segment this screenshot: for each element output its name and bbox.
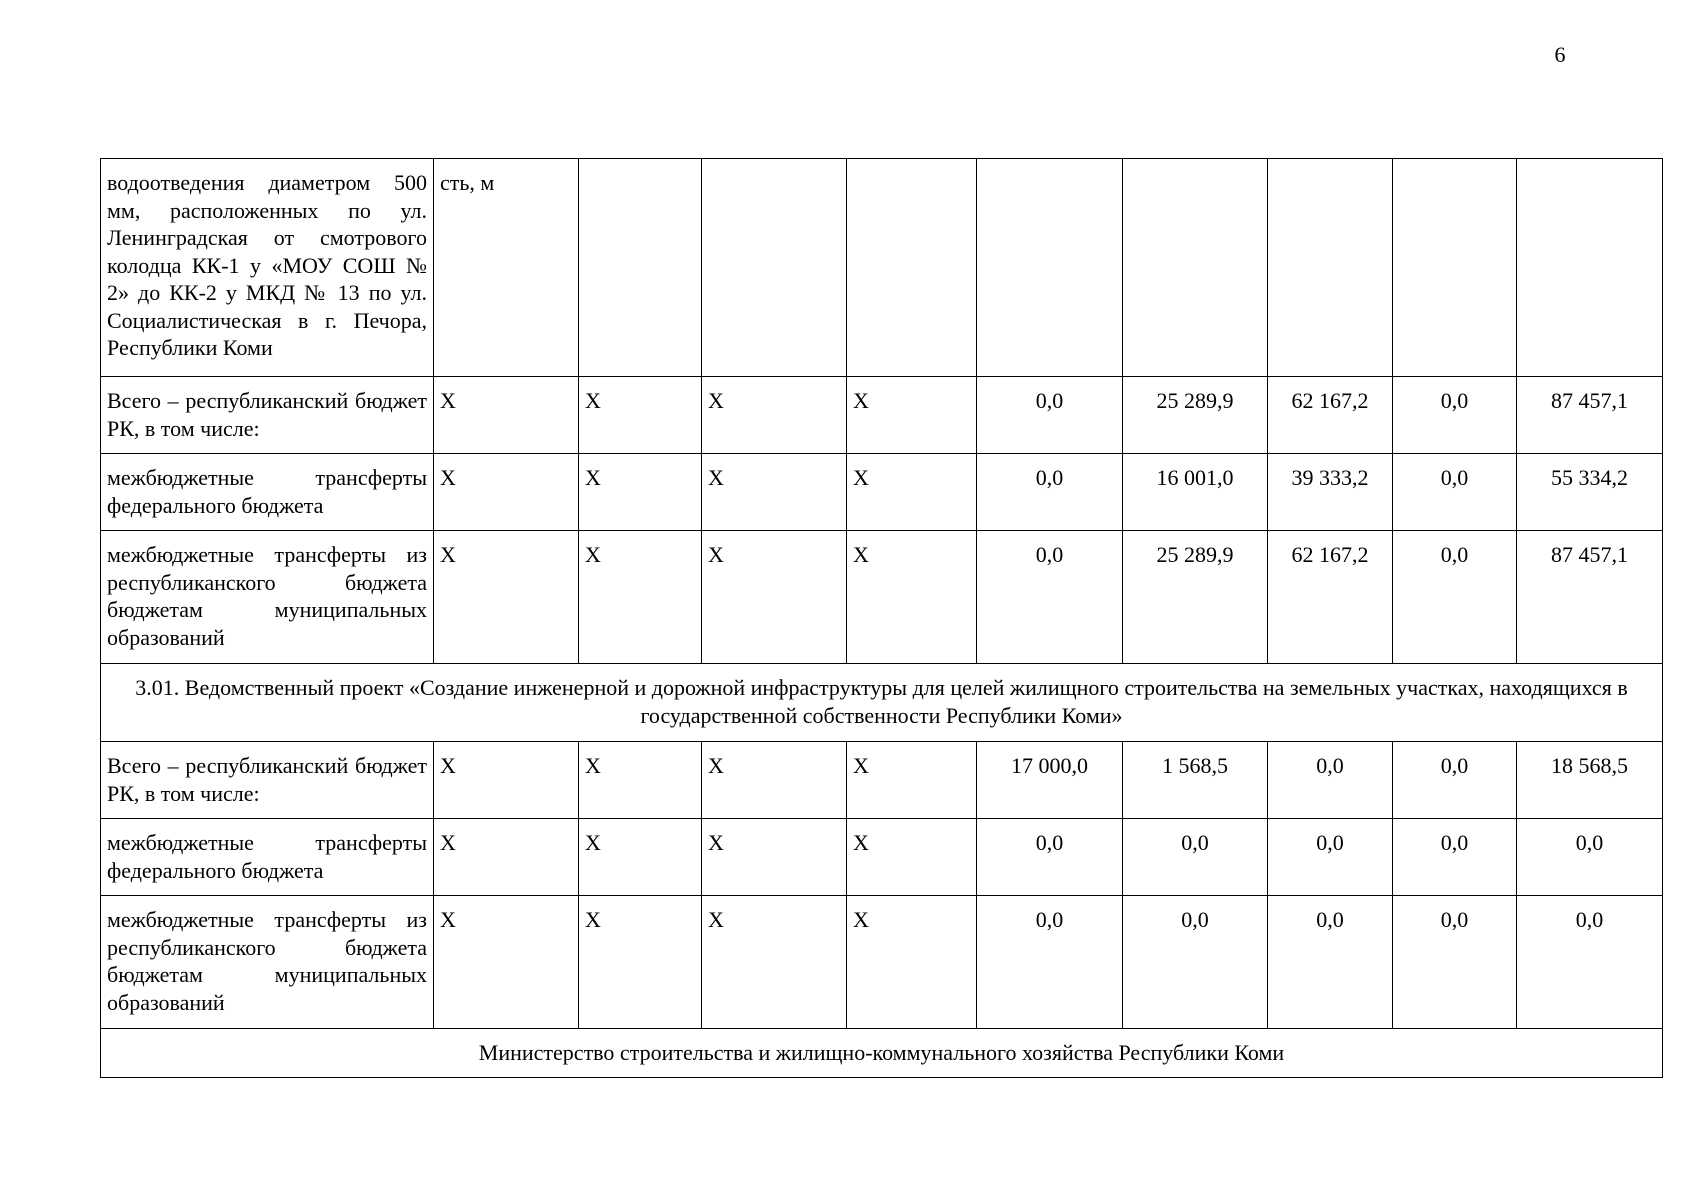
unit-cell: сть, м <box>434 159 579 377</box>
section-row <box>101 664 1663 742</box>
total-cell: 0,0 <box>1517 819 1663 896</box>
value-cell: 0,0 <box>977 454 1123 531</box>
ministry-row <box>101 1029 1663 1078</box>
empty-cell <box>579 159 702 377</box>
row-description: Всего – республиканский бюджет РК, в том числе: <box>101 742 434 819</box>
value-cell: 17 000,0 <box>977 742 1123 819</box>
row-description: межбюджетные трансферты из республиканского бюджета бюджетам муниципальных образований <box>101 896 434 1029</box>
x-cell: X <box>847 531 977 664</box>
table-row-continued <box>101 159 1663 377</box>
x-cell: X <box>579 896 702 1029</box>
x-cell: X <box>702 742 847 819</box>
x-cell: X <box>847 742 977 819</box>
value-cell: 39 333,2 <box>1268 454 1393 531</box>
budget-table <box>100 158 1663 1078</box>
x-cell: X <box>847 454 977 531</box>
x-cell: X <box>579 377 702 454</box>
x-cell: X <box>434 454 579 531</box>
x-cell: X <box>579 819 702 896</box>
empty-cell <box>847 159 977 377</box>
value-cell: 0,0 <box>1268 742 1393 819</box>
x-cell: X <box>434 531 579 664</box>
x-cell: X <box>434 819 579 896</box>
table-row <box>101 896 1663 1029</box>
x-cell: X <box>847 377 977 454</box>
x-cell: X <box>847 819 977 896</box>
empty-cell <box>1517 159 1663 377</box>
x-cell: X <box>579 531 702 664</box>
total-cell: 18 568,5 <box>1517 742 1663 819</box>
value-cell: 0,0 <box>977 531 1123 664</box>
table-row <box>101 742 1663 819</box>
x-cell: X <box>702 531 847 664</box>
row-description: межбюджетные трансферты из республиканского бюджета бюджетам муниципальных образований <box>101 531 434 664</box>
table-row <box>101 531 1663 664</box>
x-cell: X <box>702 454 847 531</box>
x-cell: X <box>434 896 579 1029</box>
total-cell: 0,0 <box>1517 896 1663 1029</box>
value-cell: 0,0 <box>1393 531 1517 664</box>
value-cell: 16 001,0 <box>1123 454 1268 531</box>
x-cell: X <box>579 454 702 531</box>
total-cell: 87 457,1 <box>1517 531 1663 664</box>
value-cell: 1 568,5 <box>1123 742 1268 819</box>
row-description: межбюджетные трансферты федерального бюджета <box>101 454 434 531</box>
section-title: 3.01. Ведомственный проект «Создание инженерной и дорожной инфраструктуры для целей жилищного строительства на земельных участках, находящихся в государственной собственности Республики Коми» <box>101 664 1663 742</box>
value-cell: 0,0 <box>977 377 1123 454</box>
row-description: межбюджетные трансферты федерального бюджета <box>101 819 434 896</box>
value-cell: 25 289,9 <box>1123 531 1268 664</box>
value-cell: 62 167,2 <box>1268 531 1393 664</box>
total-cell: 55 334,2 <box>1517 454 1663 531</box>
x-cell: X <box>702 896 847 1029</box>
value-cell: 62 167,2 <box>1268 377 1393 454</box>
value-cell: 25 289,9 <box>1123 377 1268 454</box>
x-cell: X <box>434 377 579 454</box>
row-description: водоотведения диаметром 500 мм, расположенных по ул. Ленинградская от смотрового колодца КК-1 у «МОУ СОШ № 2» до КК-2 у МКД № 13 по ул. Социалистическая в г. Печора, Республики Коми <box>101 159 434 377</box>
empty-cell <box>702 159 847 377</box>
table-row <box>101 819 1663 896</box>
value-cell: 0,0 <box>1393 742 1517 819</box>
value-cell: 0,0 <box>1393 377 1517 454</box>
x-cell: X <box>847 896 977 1029</box>
value-cell: 0,0 <box>1393 896 1517 1029</box>
x-cell: X <box>702 819 847 896</box>
value-cell: 0,0 <box>1123 819 1268 896</box>
ministry-title: Министерство строительства и жилищно-коммунального хозяйства Республики Коми <box>101 1029 1663 1078</box>
value-cell: 0,0 <box>1268 819 1393 896</box>
value-cell: 0,0 <box>1268 896 1393 1029</box>
value-cell: 0,0 <box>1123 896 1268 1029</box>
empty-cell <box>1123 159 1268 377</box>
value-cell: 0,0 <box>977 819 1123 896</box>
empty-cell <box>1268 159 1393 377</box>
empty-cell <box>977 159 1123 377</box>
table-row <box>101 377 1663 454</box>
page-number: 6 <box>1554 42 1566 67</box>
value-cell: 0,0 <box>1393 819 1517 896</box>
value-cell: 0,0 <box>1393 454 1517 531</box>
empty-cell <box>1393 159 1517 377</box>
x-cell: X <box>579 742 702 819</box>
row-description: Всего – республиканский бюджет РК, в том числе: <box>101 377 434 454</box>
x-cell: X <box>434 742 579 819</box>
x-cell: X <box>702 377 847 454</box>
value-cell: 0,0 <box>977 896 1123 1029</box>
total-cell: 87 457,1 <box>1517 377 1663 454</box>
table-row <box>101 454 1663 531</box>
